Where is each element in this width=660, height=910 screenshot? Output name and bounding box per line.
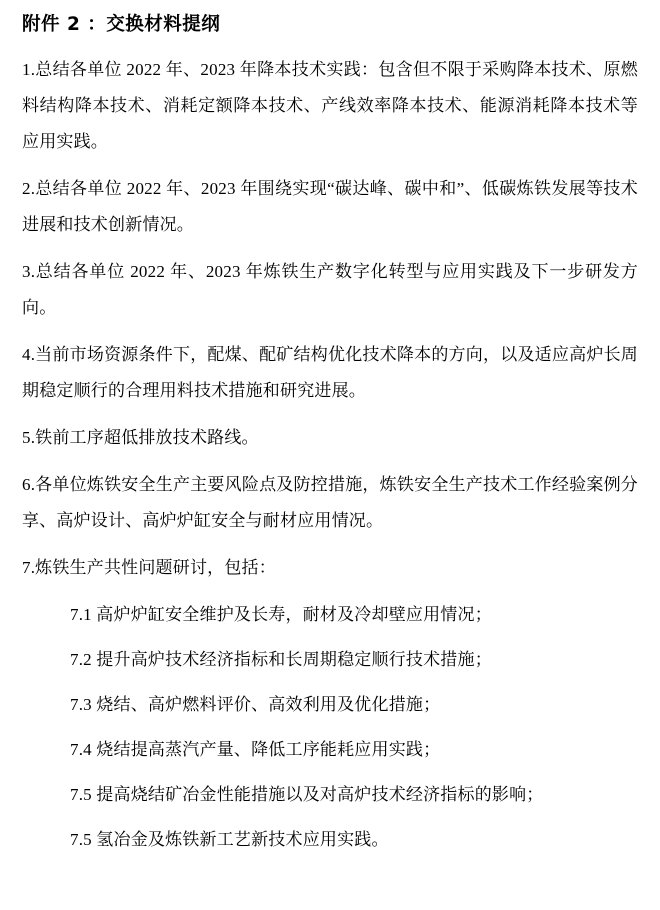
- document-body: [22, 52, 638, 858]
- paragraph-item-7-4: 7.4 烧结提高蒸汽产量、降低工序能耗应用实践；: [70, 739, 441, 759]
- paragraph-item-1: 1.总结各单位 2022 年、2023 年降本技术实践：包含但不限于采购降本技术、原燃料结构降本技术、消耗定额降本技术、产线效率降本技术、能源消耗降本技术等应用实践。: [22, 59, 638, 151]
- paragraph-item-7: 7.炼铁生产共性问题研讨，包括：: [22, 557, 276, 577]
- paragraph-item-4: 4.当前市场资源条件下，配煤、配矿结构优化技术降本的方向，以及适应高炉长周期稳定顺行的合理用料技术措施和研究进展。: [22, 344, 638, 400]
- paragraph-item-7-1: 7.1 高炉炉缸安全维护及长寿，耐材及冷却壁应用情况；: [70, 604, 492, 624]
- paragraph-item-7-5b: 7.5 氢冶金及炼铁新工艺新技术应用实践。: [70, 829, 389, 849]
- paragraph-item-7-3: 7.3 烧结、高炉燃料评价、高效利用及优化措施；: [70, 694, 441, 714]
- paragraph-item-3: 3.总结各单位 2022 年、2023 年炼铁生产数字化转型与应用实践及下一步研发方向。: [22, 261, 638, 317]
- paragraph-item-2: 2.总结各单位 2022 年、2023 年围绕实现“碳达峰、碳中和”、低碳炼铁发展等技术进展和技术创新情况。: [22, 178, 638, 234]
- paragraph-item-7-5a: 7.5 提高烧结矿冶金性能措施以及对高炉技术经济指标的影响；: [70, 784, 544, 804]
- paragraph-item-6: 6.各单位炼铁安全生产主要风险点及防控措施，炼铁安全生产技术工作经验案例分享、高炉设计、高炉炉缸安全与耐材应用情况。: [22, 474, 638, 530]
- paragraph-item-7-2: 7.2 提升高炉技术经济指标和长周期稳定顺行技术措施；: [70, 649, 492, 669]
- document-title: 附件 2 ：交换材料提纲: [22, 14, 221, 35]
- paragraph-item-5: 5.铁前工序超低排放技术路线。: [22, 427, 259, 447]
